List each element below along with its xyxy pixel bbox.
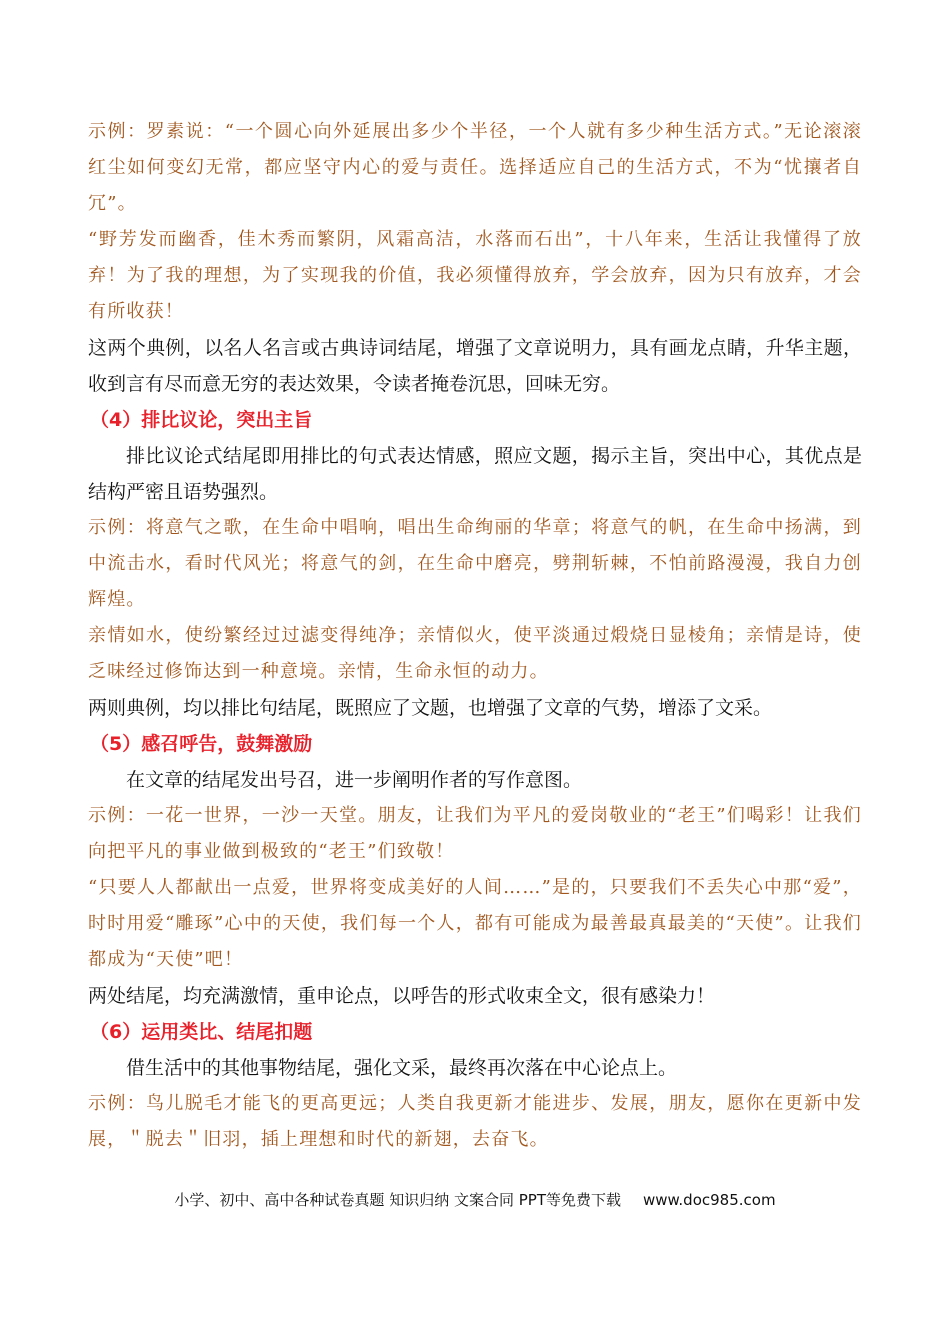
example-paragraph-bird: 示例：鸟儿脱毛才能飞的更高更远；人类自我更新才能进步、发展，朋友，愿你在更新中发展，＂脱去＂旧羽，插上理想和时代的新翅，去奋飞。 <box>88 1093 862 1150</box>
section-intro-5: 在文章的结尾发出号召，进一步阐明作者的写作意图。 <box>126 769 583 791</box>
commentary-paragraph-parallelism: 两则典例，均以排比句结尾，既照应了文题，也增强了文章的气势，增添了文采。 <box>88 697 773 719</box>
example-paragraph-spirit: 示例：将意气之歌，在生命中唱响，唱出生命绚丽的华章；将意气的帆，在生命中扬满，到中流击水，看时代风光；将意气的剑，在生命中磨亮，劈荆斩棘，不怕前路漫漫，我自力创辉煌。 <box>88 517 862 610</box>
section-intro-6: 借生活中的其他事物结尾，强化文采，最终再次落在中心论点上。 <box>126 1057 678 1079</box>
section-intro-4: 排比议论式结尾即用排比的句式表达情感，照应文题，揭示主旨，突出中心，其优点是结构严密且语势强烈。 <box>88 445 862 503</box>
section-heading-6: （6）运用类比、结尾扣题 <box>90 1021 313 1043</box>
section-heading-4: （4）排比议论，突出主旨 <box>90 409 313 431</box>
footer-url[interactable]: www.doc985.com <box>642 1191 776 1209</box>
example-paragraph-giving-up: “野芳发而幽香，佳木秀而繁阴，风霜高洁，水落而石出”，十八年来，生活让我懂得了放弃！为了我的理想，为了实现我的价值，我必须懂得放弃，学会放弃，因为只有放弃，才会有所收获！ <box>88 229 862 322</box>
example-paragraph-laowang: 示例：一花一世界，一沙一天堂。朋友，让我们为平凡的爱岗敬业的“老王”们喝彩！让我们向把平凡的事业做到极致的“老王”们致敬！ <box>88 805 862 862</box>
footer-text: 小学、初中、高中各种试卷真题 知识归纳 文案合同 PPT等免费下载 <box>174 1191 621 1209</box>
section-heading-5: （5）感召呼告，鼓舞激励 <box>90 733 313 755</box>
commentary-paragraph-appeal: 两处结尾，均充满激情，重申论点，以呼告的形式收束全文，很有感染力！ <box>88 985 716 1007</box>
commentary-paragraph-quotes: 这两个典例，以名人名言或古典诗词结尾，增强了文章说明力，具有画龙点睛，升华主题，收到言有尽而意无穷的表达效果，令读者掩卷沉思，回味无穷。 <box>88 337 862 395</box>
example-paragraph-russell: 示例：罗素说：“一个圆心向外延展出多少个半径，一个人就有多少种生活方式。”无论滚滚红尘如何变幻无常，都应坚守内心的爱与责任。选择适应自己的生活方式，不为“忧攘者自冗”。 <box>88 121 862 214</box>
example-paragraph-angel: “只要人人都献出一点爱，世界将变成美好的人间……”是的，只要我们不丢失心中那“爱”，时时用爱“雕琢”心中的天使，我们每一个人，都有可能成为最善最真最美的“天使”。让我们都成为“天使”吧！ <box>88 877 862 970</box>
page-footer <box>0 1189 950 1211</box>
example-paragraph-family: 亲情如水，使纷繁经过过滤变得纯净；亲情似火，使平淡通过煅烧日显棱角；亲情是诗，使乏味经过修饰达到一种意境。亲情，生命永恒的动力。 <box>88 625 862 682</box>
